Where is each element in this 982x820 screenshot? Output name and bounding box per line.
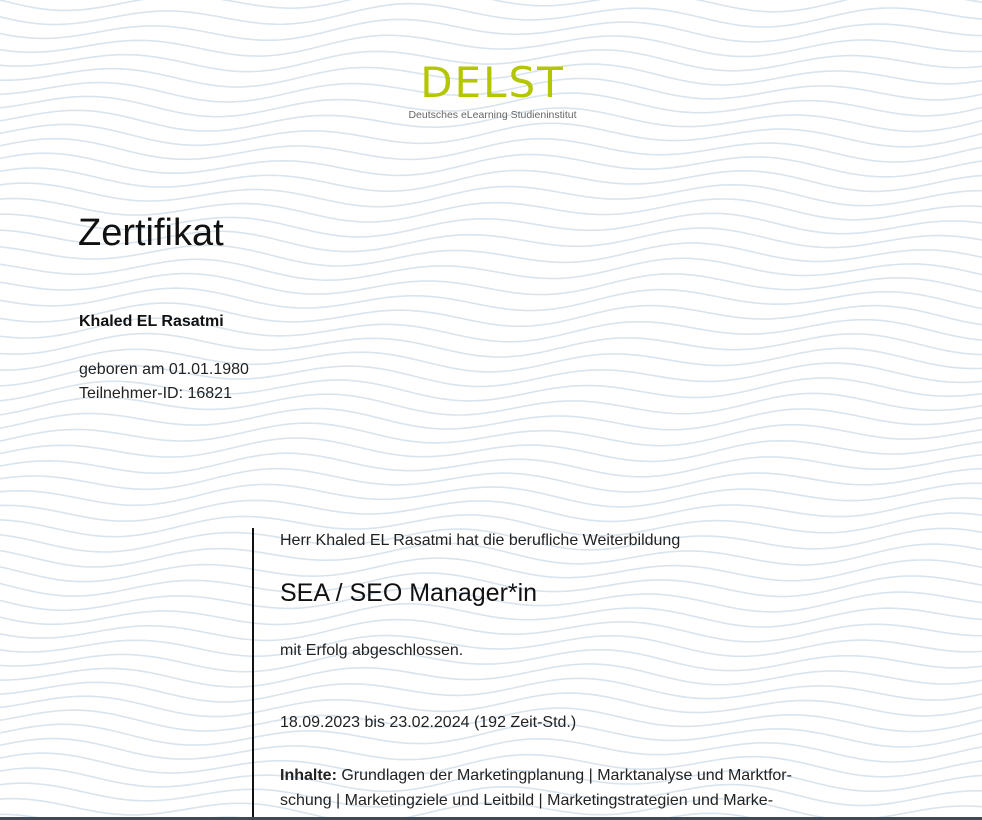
contents-label: Inhalte:	[280, 767, 337, 784]
participant-id: Teilnehmer-ID: 16821	[79, 385, 232, 402]
success-statement: mit Erfolg abgeschlossen.	[280, 642, 464, 659]
logo-subtitle: Deutsches eLearning Studieninstitut	[408, 109, 577, 121]
course-contents	[280, 763, 880, 813]
completion-intro: Herr Khaled EL Rasatmi hat die berufliche Weiterbildung	[280, 532, 681, 549]
course-title: SEA / SEO Manager*in	[280, 579, 538, 607]
contents-line-1	[280, 763, 880, 788]
delst-logo	[380, 60, 605, 121]
logo-wordmark: DELST	[420, 58, 565, 107]
certificate-title: Zertifikat	[78, 212, 224, 254]
contents-text-1: Grundlagen der Marketingplanung | Marktanalyse und Marktfor-	[341, 767, 792, 784]
birth-date: geboren am 01.01.1980	[79, 361, 249, 378]
participant-name: Khaled EL Rasatmi	[79, 313, 224, 330]
contents-text-2: schung | Marketingziele und Leitbild | Marketingstrategien und Marke-	[280, 792, 774, 809]
certificate-details	[252, 528, 894, 820]
training-period: 18.09.2023 bis 23.02.2024 (192 Zeit-Std.)	[280, 714, 577, 731]
